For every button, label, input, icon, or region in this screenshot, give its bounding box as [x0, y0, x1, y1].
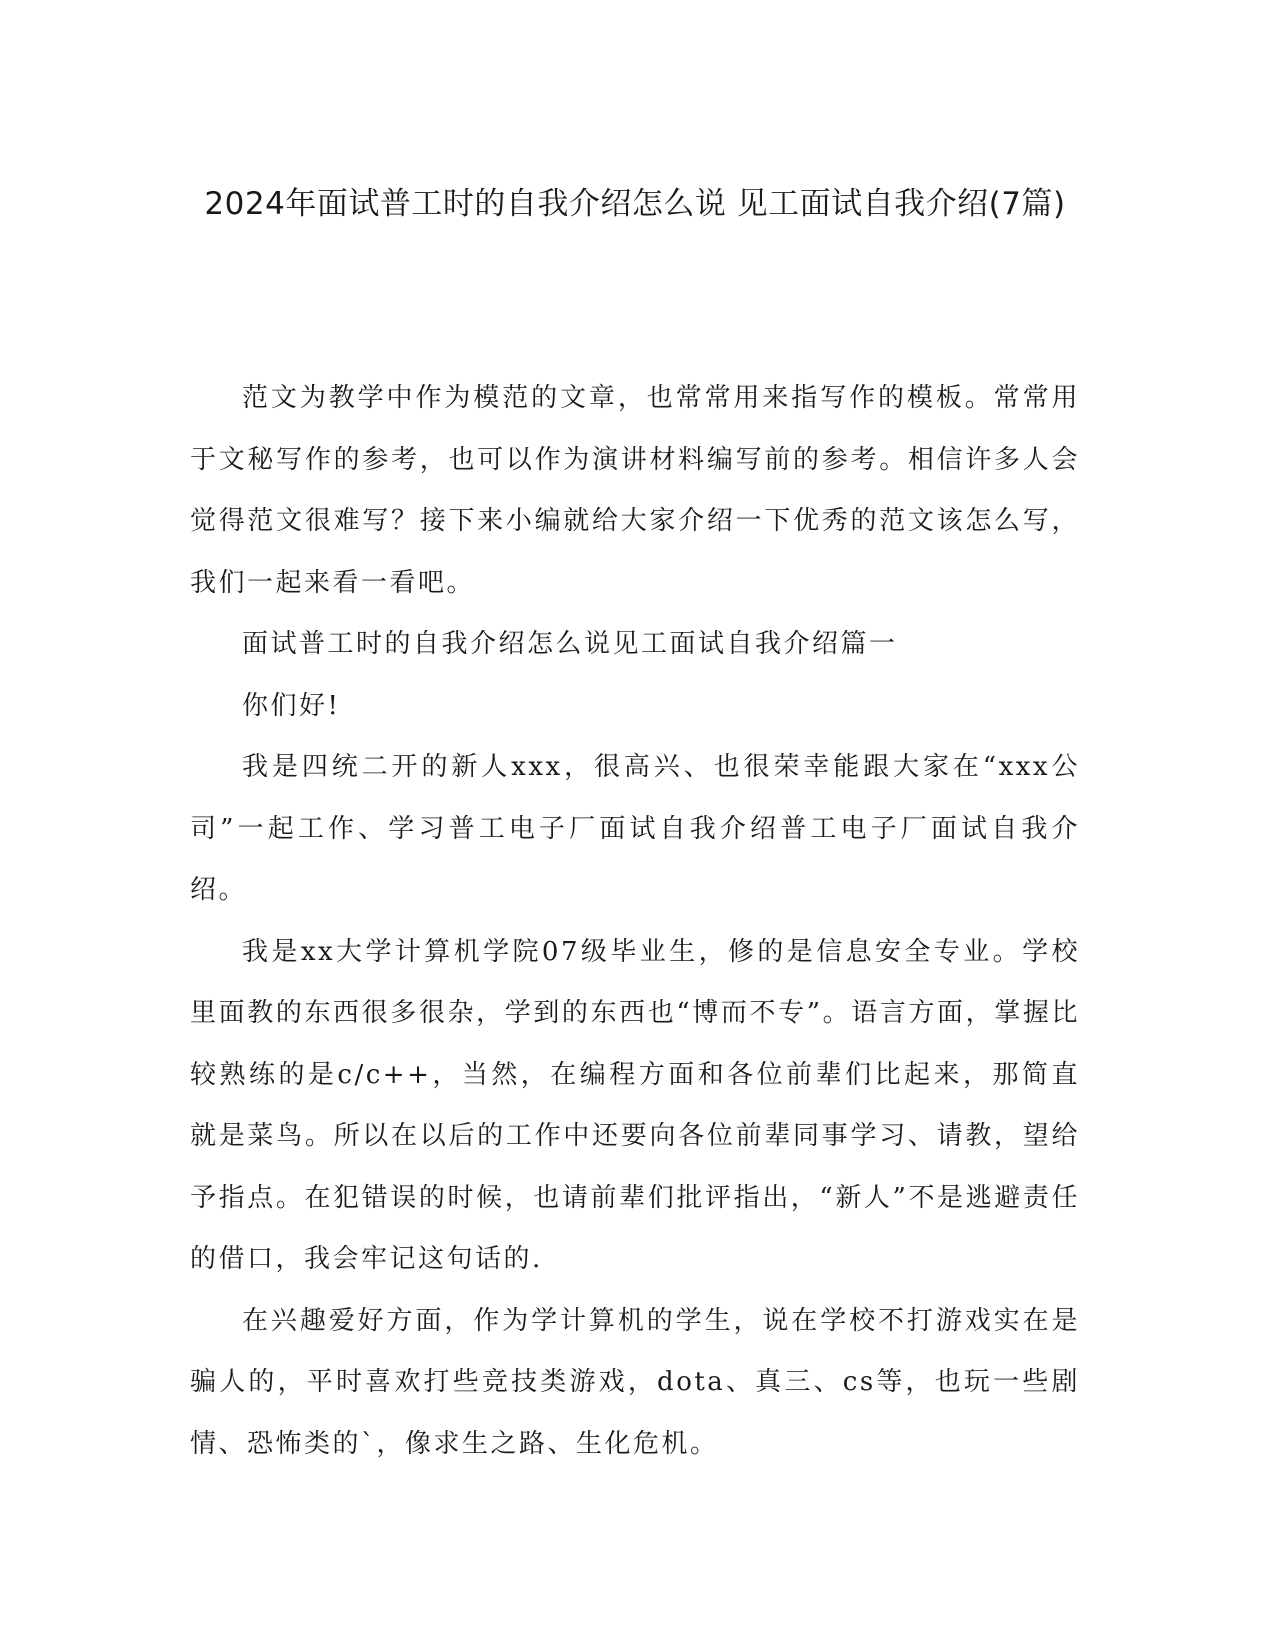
section-heading: 面试普工时的自我介绍怎么说见工面试自我介绍篇一 [242, 629, 898, 659]
paragraph-greeting: 你们好! [242, 690, 341, 721]
paragraph-intro: 范文为教学中作为模范的文章，也常常用来指写作的模板。常常用于文秘写作的参考，也可以作为演讲材料编写前的参考。相信许多人会觉得范文很难写？接下来小编就给大家介绍一下优秀的范文该怎么写，我们一起来看一看吧。 [190, 383, 1080, 598]
paragraph-hobbies: 在兴趣爱好方面，作为学计算机的学生，说在学校不打游戏实在是骗人的，平时喜欢打些竞技类游戏，dota、真三、cs等，也玩一些剧情、恐怖类的`，像求生之路、生化危机。 [190, 1305, 1080, 1459]
document-title: 2024年面试普工时的自我介绍怎么说 见工面试自我介绍(7篇) [204, 186, 1066, 222]
paragraph-education: 我是xx大学计算机学院07级毕业生，修的是信息安全专业。学校里面教的东西很多很杂，学到的东西也“博而不专”。语言方面，掌握比较熟练的是c/c++，当然，在编程方面和各位前辈们比起来，那简直就是菜鸟。所以在以后的工作中还要向各位前辈同事学习、请教，望给予指点。在犯错误的时候，也请前辈们批评指出，“新人”不是逃避责任的借口，我会牢记这句话的. [190, 936, 1080, 1274]
paragraph-introduction: 我是四统二开的新人xxx，很高兴、也很荣幸能跟大家在“xxx公司”一起工作、学习普工电子厂面试自我介绍普工电子厂面试自我介绍。 [190, 752, 1080, 905]
document-body [190, 368, 1080, 1475]
